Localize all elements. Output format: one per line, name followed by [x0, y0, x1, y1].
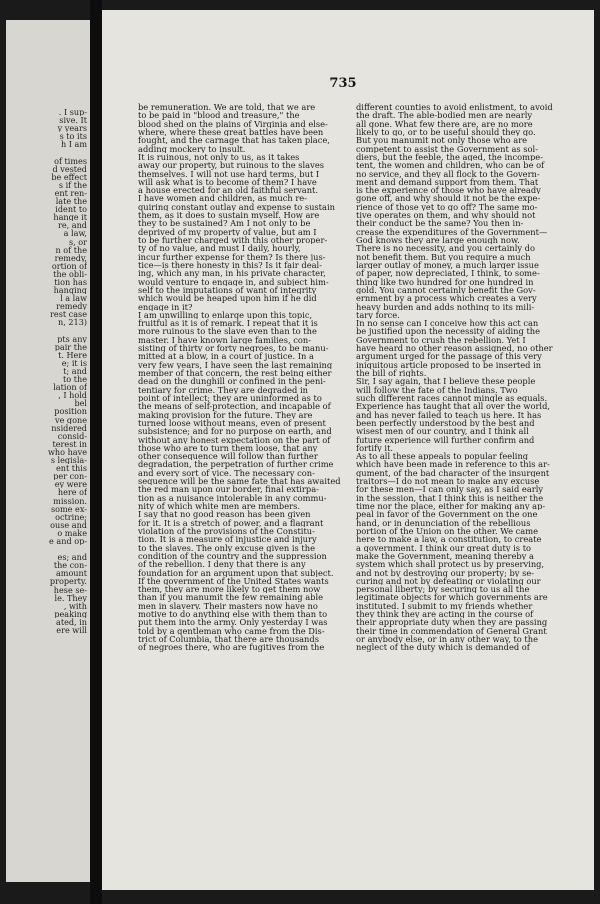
fragment-line: s if the — [58, 180, 87, 189]
text-line: But you manumit not only those who are — [356, 136, 528, 145]
fragment-line: , I hold — [58, 391, 87, 400]
fragment-line: nsidered — [51, 423, 87, 432]
text-line: the bill of rights. — [356, 369, 427, 378]
text-line: a government. I think our great duty is to — [356, 543, 532, 552]
text-line: ty of no value, and must I daily, hourly, — [138, 244, 301, 253]
text-line: making provision for the future. They are — [138, 410, 313, 419]
fragment-line: l a law — [60, 294, 87, 303]
fragment-line: o make — [57, 528, 87, 537]
text-line: argument urged for the passage of this very — [356, 352, 542, 361]
fragment-line: hange it — [53, 213, 87, 222]
text-line: be remuneration. We are told, that we are — [138, 103, 316, 112]
text-line: self to the imputations of want of integrity — [138, 285, 317, 295]
fragment-line: es; and — [57, 553, 87, 562]
text-line: point of intellect; they are uninformed as to — [138, 393, 322, 403]
text-line: they think they are acting in the course of — [356, 610, 534, 619]
fragment-line: octrine; — [55, 512, 87, 521]
text-line: instituted. I submit to my friends whether — [356, 601, 533, 611]
text-line: them, as it does to sustain myself. How are — [138, 211, 320, 220]
text-line: without any honest expectation on the part of — [138, 435, 331, 444]
text-line: legitimate objects for which governments are — [356, 593, 548, 602]
text-line: diers, but the feeble, the aged, the incompe- — [356, 152, 543, 162]
text-line: If the government of the United States wants — [138, 576, 329, 586]
fragment-line: late the — [55, 197, 87, 206]
text-line: I say that no good reason has been given — [138, 510, 311, 519]
text-line: dead on the dunghill or confined in the peni- — [138, 377, 326, 386]
text-line: nity of which white men are members. — [138, 502, 301, 511]
text-line: fought, and the carnage that has taken place, — [138, 136, 330, 145]
text-line: the red man upon our border, final extirpa- — [138, 485, 319, 494]
text-line: ing, which any man, in his private character, — [138, 269, 326, 278]
text-line: them, they are more likely to get them now — [138, 585, 321, 594]
fragment-line: rest case — [50, 310, 87, 319]
text-line: Sir, I say again, that I believe these people — [356, 377, 536, 386]
text-line: Government to crush the rebellion. Yet I — [356, 335, 526, 345]
fragment-line: n of the — [55, 245, 87, 254]
text-line: system which shall protect us by preserving, — [356, 560, 545, 569]
book-gutter — [90, 0, 102, 904]
text-line: rience of those yet to go off? The same mo- — [356, 202, 538, 212]
fragment-line — [48, 148, 87, 156]
text-line: here to make a law, a constitution, to create — [356, 535, 542, 544]
page-number: 735 — [329, 76, 357, 91]
text-line: crease the expenditures of the Government— — [356, 227, 548, 236]
text-line: time nor the place, either for making any ap- — [356, 502, 546, 511]
fragment-line: s to its — [59, 132, 87, 141]
text-line: very few years, I have seen the last remaining — [138, 360, 333, 369]
text-line: will follow the fate of the Indians. Two — [356, 385, 518, 394]
text-line: tentiary for crime. They are degraded in — [138, 385, 308, 394]
text-line: tion as a nuisance intolerable in any commu- — [138, 493, 327, 502]
text-line: gold. You cannot certainly benefit the Gov- — [356, 285, 536, 295]
text-line: mitted at a blow, in a court of justice. In a — [138, 352, 314, 361]
fragment-line: amount — [55, 569, 87, 578]
fragment-line: ent ren- — [54, 188, 87, 198]
text-line: adding mockery to insult. — [138, 144, 246, 153]
fragment-line: h I am — [60, 140, 87, 149]
text-line: to the slaves. The only excuse given is the — [138, 543, 315, 552]
text-line: It is ruinous, not only to us, as it takes — [138, 152, 300, 162]
text-line: degradation, the perpetration of further crime — [138, 460, 334, 469]
text-line: sequence will be the same fate that has awaited — [138, 477, 341, 486]
fragment-line: ey were — [54, 480, 87, 489]
fragment-line: ident to — [55, 205, 87, 214]
text-line: or anybody else, or in any other way, to the — [356, 635, 539, 644]
fragment-line: t. Here — [58, 350, 87, 359]
fragment-line: the obli- — [53, 269, 87, 278]
text-line: different counties to avoid enlistment, to avoid — [356, 103, 553, 112]
text-line: of the rebellion. I deny that there is any — [138, 560, 306, 569]
text-line: those who are to turn them loose, that any — [138, 443, 318, 453]
text-line: such different races cannot mingle as equals. — [356, 393, 548, 403]
text-line: quiring constant outlay and expense to sustain — [138, 202, 335, 212]
text-column-left — [138, 103, 350, 652]
text-line: blood shed on the plains of Virginia and else- — [138, 119, 328, 128]
text-line: where, where these great battles have been — [138, 127, 324, 137]
text-line: traitors—I do not mean to make any excuse — [356, 477, 540, 486]
fragment-line: s, or — [68, 237, 87, 246]
text-line: to be further charged with this other proper- — [138, 236, 328, 245]
text-line: not benefit them. But you require a much — [356, 252, 531, 261]
text-line: member of that concern, the rest being either — [138, 369, 332, 378]
text-line: is the experience of those who have already — [356, 186, 541, 195]
text-line: master. I have known large families, con- — [138, 335, 312, 345]
text-line: portion of the Union on the other. We came — [356, 526, 539, 536]
fragment-line: d vested — [52, 164, 87, 173]
fragment-line: tion has — [54, 277, 87, 287]
text-line: deprived of my property of value, but am I — [138, 227, 317, 236]
text-line: their time in commendation of General Grant — [356, 626, 547, 635]
fragment-line: re, and — [57, 221, 87, 230]
text-line: to be paid in "blood and treasure," the — [138, 111, 300, 120]
text-line: God knows they are large enough now. — [356, 236, 520, 245]
fragment-line: be effect — [51, 172, 87, 181]
text-line: away our property, but ruinous to the slaves — [138, 161, 324, 170]
text-line: more ruinous to the slave even than to the — [138, 327, 317, 336]
text-line: and every sort of vice. The necessary con- — [138, 468, 315, 478]
text-line: of paper, now depreciated, I think, to some- — [356, 269, 540, 278]
text-line: As to all these appeals to popular feeling — [356, 452, 529, 461]
text-line: foundation for an argument upon that subject. — [138, 568, 334, 577]
left-page-text — [48, 108, 87, 634]
text-line: have heard no other reason assigned, no other — [356, 344, 553, 353]
text-line: in the session, that I think this is neither the — [356, 493, 544, 502]
fragment-line: of times — [54, 156, 87, 165]
right-page — [102, 10, 594, 890]
fragment-line: ve gone — [55, 415, 87, 424]
text-line: There is no necessity, and you certainly do — [356, 244, 535, 253]
text-line: In no sense can I conceive how this act can — [356, 319, 539, 328]
text-line: put them into the army. Only yesterday I was — [138, 618, 328, 627]
text-line: than if you manumit the few remaining able — [138, 593, 324, 602]
text-line: engage in it? — [138, 302, 193, 311]
text-line: a house erected for an old faithful servant. — [138, 186, 319, 195]
text-line: wisest men of our country, and I think all — [356, 427, 529, 436]
text-line: for these men—I can only say, as I said early — [356, 485, 544, 494]
fragment-line: property. — [49, 577, 87, 586]
text-line: gone off, and why should it not be the expe- — [356, 194, 541, 203]
text-line: Experience has taught that all over the world, — [356, 402, 551, 411]
text-line: larger outlay of money, a much larger issue — [356, 260, 539, 270]
fragment-line: le. They — [54, 593, 87, 602]
fragment-line: ouse and — [50, 520, 87, 529]
fragment-line: e and op- — [49, 536, 87, 546]
text-line: incur further expense for them? Is there jus- — [138, 252, 326, 261]
fragment-line: remedy, — [54, 253, 87, 262]
fragment-line: the con- — [53, 561, 87, 570]
text-line: peal in favor of the Government on the one — [356, 510, 538, 519]
fragment-line: mission. — [53, 496, 87, 505]
text-line: I have women and children, as much re- — [138, 194, 307, 203]
fragment-line: ent this — [55, 464, 87, 473]
text-line: ment and demand support from them. That — [356, 177, 539, 187]
text-line: for it. It is a stretch of power, and a flagrant — [138, 518, 324, 527]
text-line: of negroes there, who are fugitives from the — [138, 643, 325, 652]
text-line: condition of the country and the suppression — [138, 551, 327, 561]
text-line: and not by destroying our property; by se- — [356, 568, 535, 577]
text-line: which would be heaped upon him if he did — [138, 294, 317, 303]
text-line: gument, of the bad character of the insurgent — [356, 468, 550, 478]
text-line: future experience will further confirm and — [356, 435, 535, 444]
text-line: turned loose without means, even of present — [138, 418, 326, 428]
text-line: no service, and they all flock to the Govern- — [356, 169, 540, 178]
fragment-line — [48, 545, 87, 553]
fragment-line: terest in — [52, 439, 87, 448]
left-page-fragment — [6, 20, 90, 882]
text-line: tice—is there honesty in this? Is it fair deal- — [138, 260, 323, 270]
text-line: they to be sustained? Am I not only to be — [138, 219, 311, 228]
text-line: tent, the women and children, who can be of — [356, 161, 545, 170]
text-line: competent to assist the Government as sol- — [356, 144, 539, 153]
text-line: tive operates on them, and why should not — [356, 211, 536, 220]
fragment-line: pair the — [54, 342, 87, 351]
text-line: be justified upon the necessity of aiding the — [356, 327, 541, 336]
text-line: iniquitous article proposed to be inserted in — [356, 360, 542, 369]
text-line: told by a gentleman who came from the Dis- — [138, 626, 325, 635]
fragment-line: . I sup- — [58, 108, 87, 117]
fragment-line: e; it is — [61, 358, 87, 367]
text-line: will ask what is to become of them? I have — [138, 177, 317, 187]
fragment-line: lation of — [53, 383, 87, 392]
text-line: fruitful as it is of remark. I repeat that it is — [138, 319, 318, 328]
fragment-line: hese se- — [53, 585, 87, 594]
text-line: tion. It is a measure of injustice and injury — [138, 535, 317, 544]
fragment-line: y years — [57, 124, 87, 133]
text-line: neglect of the duty which is demanded of — [356, 643, 530, 652]
text-line: the draft. The able-bodied men are nearly — [356, 111, 533, 120]
fragment-line: s legisla- — [50, 456, 87, 465]
text-line: curing and not by defeating or violating our — [356, 576, 541, 586]
fragment-line: ated, in — [56, 617, 87, 626]
fragment-line: pts any — [57, 334, 87, 343]
text-line: been perfectly understood by the best and — [356, 418, 535, 428]
text-line: themselves. I will not use hard terms, but I — [138, 169, 320, 178]
text-line: which have been made in reference to this ar- — [356, 460, 550, 469]
fragment-line: hanging — [53, 286, 87, 295]
text-line: tary force. — [356, 310, 400, 320]
fragment-line: sive. It — [59, 116, 87, 125]
fragment-line: position — [54, 407, 87, 416]
fragment-line: a law, — [63, 229, 87, 238]
fragment-line: n, 213) — [58, 318, 87, 327]
text-line: trict of Columbia, that there are thousands — [138, 635, 319, 644]
text-line: subsistence; and for no purpose on earth, and — [138, 427, 332, 436]
text-line: heavy burden and adds nothing to its mili- — [356, 302, 535, 311]
text-line: the means of self-protection, and incapable of — [138, 402, 331, 411]
text-line: hand, or in denunciation of the rebellious — [356, 518, 531, 527]
fragment-line — [48, 327, 87, 335]
text-line: men in slavery. Their masters now have no — [138, 601, 318, 611]
text-line: thing like two hundred for one hundred in — [356, 277, 534, 286]
fragment-line: to the — [63, 375, 87, 384]
fragment-line: consid- — [57, 431, 87, 440]
text-line: personal liberty; by securing to us all the — [356, 585, 530, 594]
text-line: sisting of thirty or forty negroes, to be manu- — [138, 344, 329, 353]
fragment-line: ere will — [56, 626, 87, 635]
text-line: and has never failed to teach us here. It has — [356, 410, 542, 419]
text-line: fortify it. — [356, 443, 394, 453]
text-line: motive to do anything else with them than to — [138, 610, 328, 619]
text-line: I am unwilling to enlarge upon this topic, — [138, 310, 313, 320]
text-line: violation of the provisions of the Constitu- — [138, 526, 315, 536]
text-line: would venture to engage in, and subject him- — [138, 277, 329, 286]
fragment-line: , with — [63, 601, 87, 610]
text-line: make the Government, meaning thereby a — [356, 551, 534, 561]
fragment-line: here of — [57, 488, 87, 497]
text-line: likely to go, or to be useful should they go. — [356, 127, 536, 137]
text-line: all gone. What few there are, are no more — [356, 119, 533, 128]
text-line: other consequence will follow than further — [138, 452, 318, 461]
fragment-line: per con- — [53, 472, 87, 481]
fragment-line: remedy — [56, 302, 87, 311]
text-line: their appropriate duty when they are passing — [356, 618, 548, 627]
fragment-line: who have — [48, 447, 87, 457]
text-column-right — [356, 103, 568, 652]
fragment-line: t; and — [63, 367, 87, 376]
fragment-line: some ex- — [50, 504, 87, 513]
fragment-line: ortion of — [51, 261, 87, 270]
text-line: their conduct be the same? You then in- — [356, 219, 524, 228]
fragment-line: peaking — [54, 609, 87, 618]
fragment-line: bel — [74, 399, 87, 408]
text-line: ernment by a process which creates a very — [356, 294, 537, 303]
